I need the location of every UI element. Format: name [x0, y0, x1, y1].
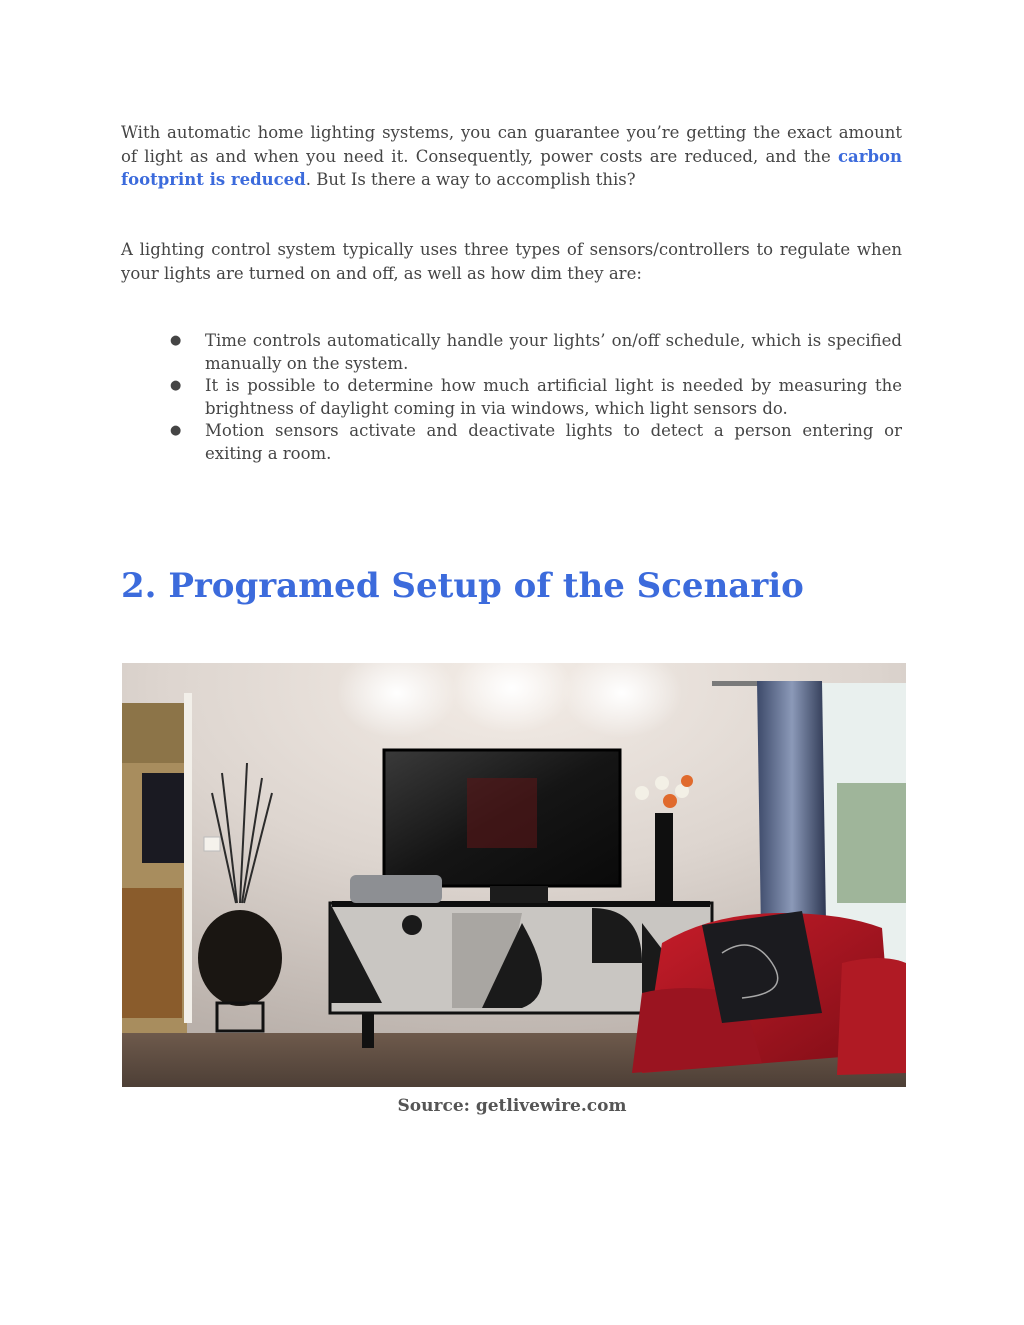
intro-text-start: With automatic home lighting systems, you can guarantee you’re getting the exact amount of light as and when you need it. Consequently, power costs are reduced, and the	[121, 123, 902, 166]
sensor-list	[160, 330, 902, 465]
bullet-icon: ●	[170, 423, 182, 438]
sensors-paragraph: A lighting control system typically uses three types of sensors/controllers to regulate when your lights are turned on and off, as well as how dim they are:	[121, 240, 902, 283]
bullet-icon: ●	[170, 333, 182, 348]
list-item	[160, 375, 902, 420]
list-item	[160, 420, 902, 465]
section-heading: 2. Programed Setup of the Scenario	[121, 566, 804, 606]
intro-text-end: . But Is there a way to accomplish this?	[305, 170, 636, 189]
image-caption: Source: getlivewire.com	[397, 1096, 627, 1116]
living-room-photo	[122, 663, 906, 1087]
list-item-text: Time controls automatically handle your lights’ on/off schedule, which is specified manually on the system.	[205, 331, 902, 373]
carbon-footprint-link[interactable]: carbon footprint is reduced	[121, 146, 902, 189]
intro-paragraph	[121, 121, 902, 192]
list-item-text: It is possible to determine how much artificial light is needed by measuring the brightness of daylight coming in via windows, which light sensors do.	[205, 376, 902, 418]
list-item	[160, 330, 902, 375]
bullet-icon: ●	[170, 378, 182, 393]
list-item-text: Motion sensors activate and deactivate lights to detect a person entering or exiting a room.	[205, 421, 902, 463]
